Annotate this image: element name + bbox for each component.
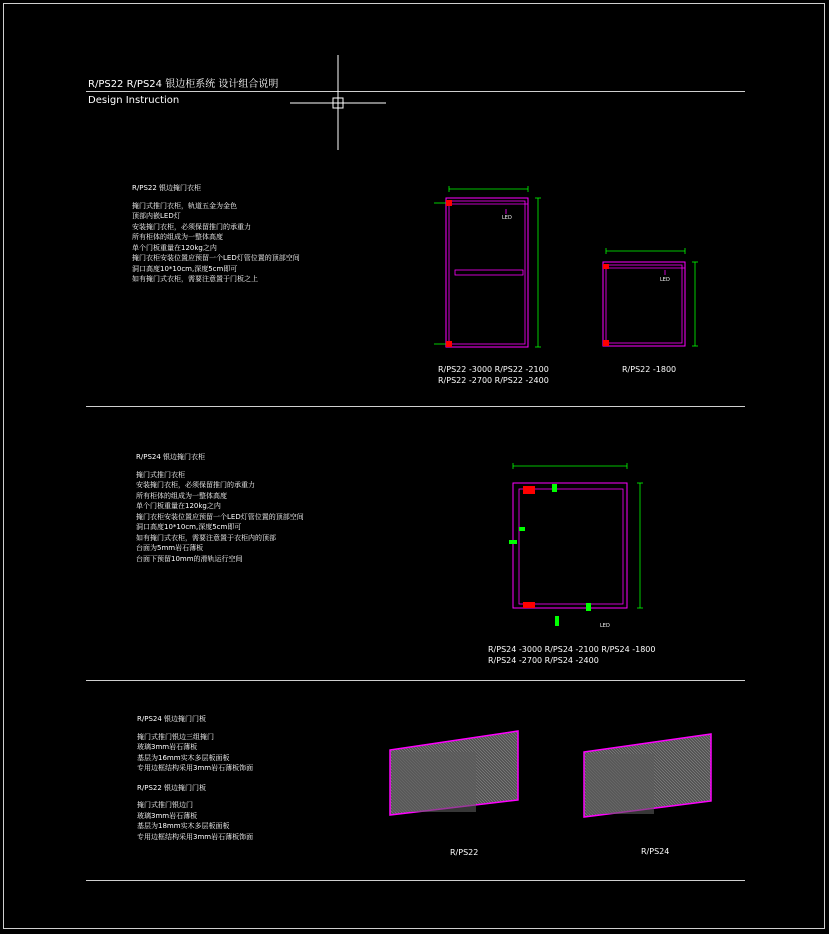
note-line: 基层为18mm实木多层板面板 — [137, 822, 230, 830]
note-line: 玻璃3mm岩石薄板 — [137, 743, 198, 751]
note-line: 基层为16mm实木多层板面板 — [137, 753, 230, 762]
ps24-panel-caption: R/PS24 — [641, 847, 670, 856]
page-subtitle: Design Instruction — [88, 95, 180, 106]
note-line: 台面为5mm岩石薄板 — [136, 544, 204, 552]
ps24-notes-heading: R/PS24 银边掩门衣柜 — [136, 453, 206, 461]
note-line: 掩门式推门银边三组掩门 — [137, 732, 214, 741]
note-line: 洞口高度10*10cm,深度5cm即可 — [132, 264, 238, 273]
note-line: 掩门衣柜安装位置应预留一个LED灯管位置的顶部空间 — [132, 254, 300, 262]
ps22-door-panel — [390, 731, 518, 815]
note-line: 专用边框结构采用3mm岩石薄板饰面 — [137, 832, 254, 841]
ps22-caption — [438, 364, 549, 386]
ps24-door-panel — [584, 734, 711, 817]
caption-line: R/PS22 -3000 R/PS22 -2100 — [438, 365, 549, 374]
led-label: LED — [660, 277, 670, 283]
note-line: 掩门式推门衣柜，轨道五金为金色 — [132, 201, 237, 210]
note-line: 顶部内嵌LED灯 — [132, 212, 181, 220]
note-line: 所有柜体的组成为一整体高度 — [132, 233, 223, 241]
caption-line: R/PS22 -2700 R/PS22 -2400 — [438, 376, 549, 385]
note-line: 台面下预留10mm的滑轨运行空间 — [136, 554, 243, 563]
ps22-tall-cabinet — [434, 186, 541, 347]
note-line: 单个门板重量在120kg之内 — [132, 243, 217, 252]
ps24-cabinet — [509, 463, 643, 629]
ps22-short-cabinet — [603, 248, 698, 346]
note-line: 掩门式推门银边门 — [137, 801, 193, 809]
note-line: 如有掩门式衣柜，需要注意置于衣柜内的顶部 — [136, 533, 276, 542]
ps22-1800-caption: R/PS22 -1800 — [622, 365, 677, 374]
note-line: 所有柜体的组成为一整体高度 — [136, 491, 227, 500]
page-title: R/PS22 R/PS24 银边柜系统 设计组合说明 — [88, 79, 279, 90]
caption-line: R/PS24 -3000 R/PS24 -2100 R/PS24 -1800 — [488, 645, 656, 654]
ps22-notes-heading: R/PS22 银边掩门衣柜 — [132, 184, 202, 192]
crosshair-cursor-icon[interactable] — [290, 55, 386, 150]
led-label: LED — [502, 215, 512, 221]
note-line: 如有掩门式衣柜，需要注意置于门板之上 — [132, 275, 258, 283]
note-line: 洞口高度10*10cm,深度5cm即可 — [136, 523, 242, 531]
note-line: 玻璃3mm岩石薄板 — [137, 811, 198, 820]
note-line: 安装掩门衣柜，必须保留推门的承重力 — [136, 481, 255, 489]
led-label: LED — [600, 623, 610, 629]
note-line: 安装掩门衣柜，必须保留推门的承重力 — [132, 222, 251, 231]
ps24-caption — [488, 644, 655, 666]
note-line: 专用边框结构采用3mm岩石薄板饰面 — [137, 764, 254, 772]
caption-line: R/PS24 -2700 R/PS24 -2400 — [488, 656, 599, 665]
note-line: 单个门板重量在120kg之内 — [136, 502, 221, 510]
note-line: 掩门衣柜安装位置应预留一个LED灯管位置的顶部空间 — [136, 512, 304, 521]
door-notes-heading-b: R/PS22 银边掩门门板 — [137, 783, 207, 792]
ps22-panel-caption: R/PS22 — [450, 848, 479, 857]
door-notes-heading-a: R/PS24 银边掩门门板 — [137, 715, 207, 723]
note-line: 掩门式推门衣柜 — [136, 470, 185, 479]
